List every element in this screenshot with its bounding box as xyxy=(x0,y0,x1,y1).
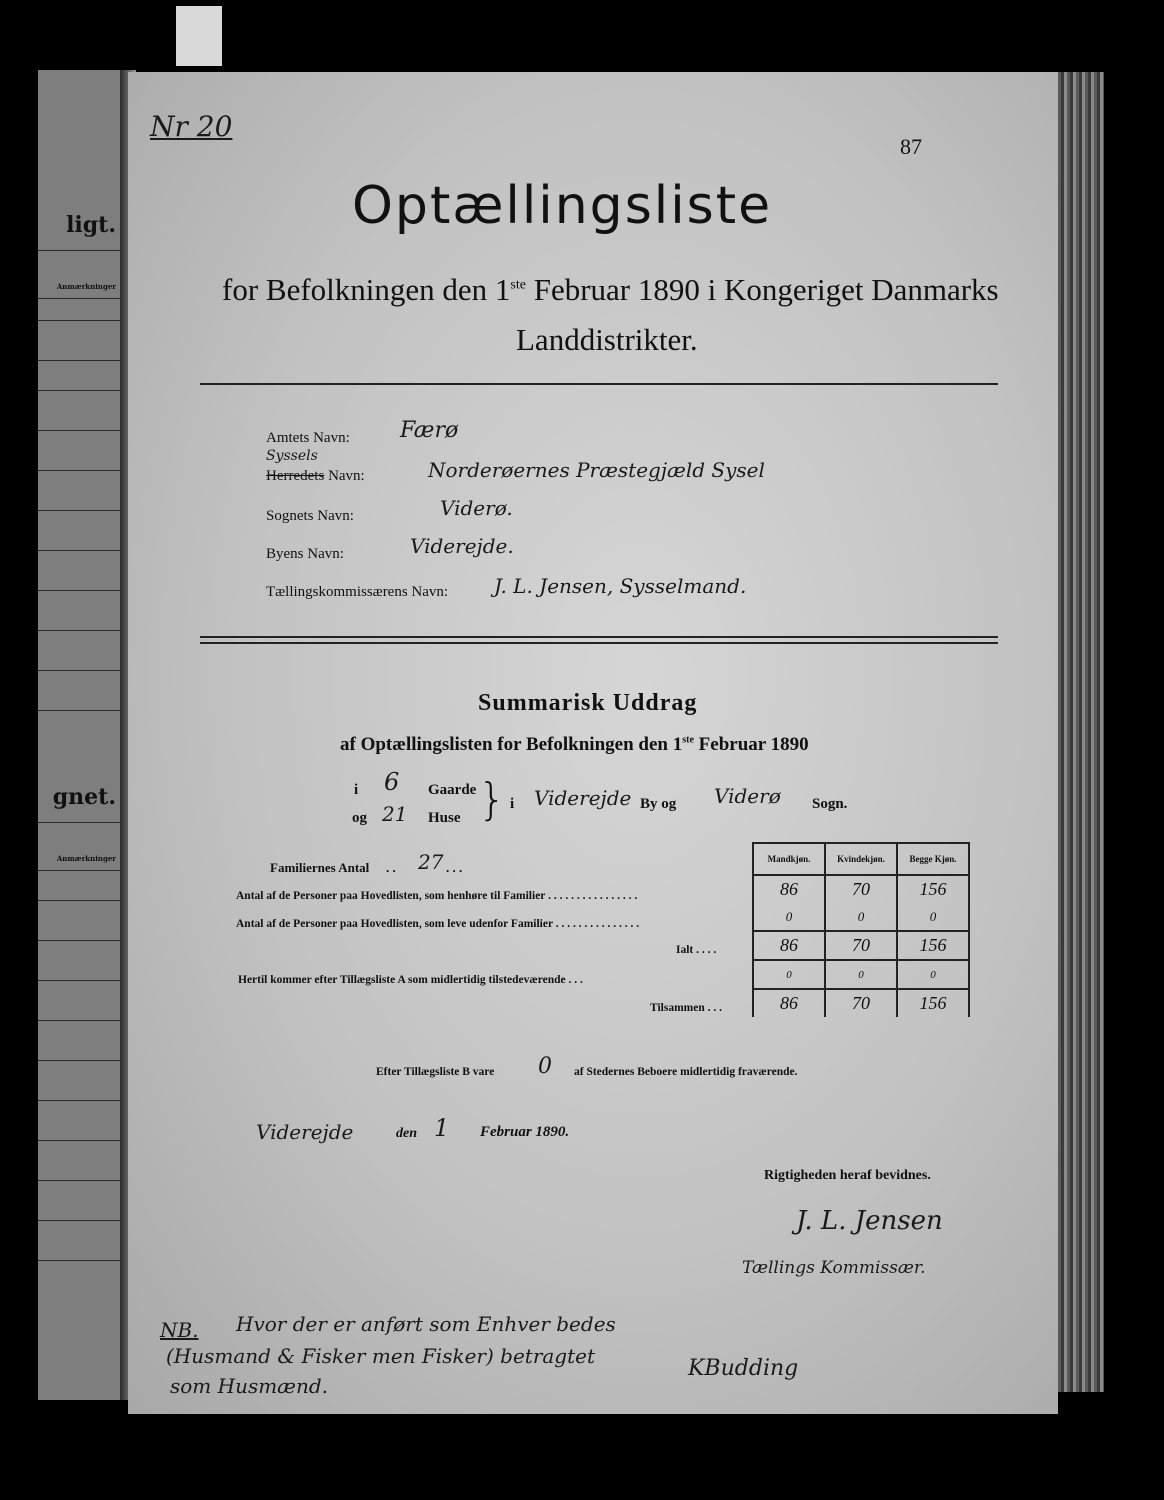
table-row-label: Tilsammen . . . xyxy=(650,1002,722,1014)
table-row xyxy=(753,875,969,903)
divider xyxy=(200,383,998,385)
table-header: Kvindekjøn. xyxy=(825,843,897,875)
summary-subheading: af Optællingslisten for Befolkningen den 1ste Februar 1890 xyxy=(340,734,809,755)
familier-dots: . . xyxy=(386,860,396,875)
kommissaer-label: Tællingskommissærens Navn: xyxy=(266,584,449,600)
sogn-label: Sogn. xyxy=(812,796,848,812)
fragment-text: Anmærkninger xyxy=(56,854,116,863)
footnote-line: Hvor der er anført som Enhver bedes xyxy=(236,1312,616,1336)
table-row xyxy=(753,903,969,931)
herred-label-replacement: Syssels xyxy=(266,448,318,464)
kommissaer-value: J. L. Jensen, Sysselmand. xyxy=(494,574,747,598)
table-header-row xyxy=(753,843,969,875)
sogn-label: Sognets Navn: xyxy=(266,508,354,524)
summary-sogn-value: Viderø xyxy=(714,784,781,808)
footnote-marker: NB. xyxy=(160,1318,199,1342)
date-day: 1 xyxy=(434,1114,450,1142)
huse-label: Huse xyxy=(428,810,461,826)
amt-value: Færø xyxy=(400,418,459,443)
table-cell: 86 xyxy=(753,875,825,903)
page-number: 87 xyxy=(900,134,922,159)
page-subtitle-line2: Landdistrikter. xyxy=(516,322,698,357)
by-value: Viderejde. xyxy=(410,534,514,558)
summary-heading: Summarisk Uddrag xyxy=(478,690,698,716)
table-row-label: Hertil kommer efter Tillægsliste A som midlertidig tilstedeværende . . . xyxy=(238,974,583,986)
tillaeg-b-value: 0 xyxy=(538,1054,552,1079)
page-edges xyxy=(1052,72,1104,1392)
footnote-line: som Husmænd. xyxy=(170,1374,329,1398)
table-cell: 0 xyxy=(825,960,897,989)
footnote-line: (Husmand & Fisker men Fisker) betragtet xyxy=(166,1344,596,1368)
date-den: den xyxy=(396,1126,417,1141)
i-label2: i xyxy=(510,796,515,812)
table-cell: 0 xyxy=(753,903,825,931)
table-cell: 70 xyxy=(825,875,897,903)
table-cell: 0 xyxy=(753,960,825,989)
by-og-label: By og xyxy=(640,796,677,812)
table-cell: 0 xyxy=(897,960,969,989)
certification-label: Rigtigheden heraf bevidnes. xyxy=(764,1168,931,1183)
footnote-initials: KBudding xyxy=(688,1356,799,1381)
table-header: Begge Kjøn. xyxy=(897,843,969,875)
table-row xyxy=(753,931,969,960)
by-label: Byens Navn: xyxy=(266,546,344,562)
paper-tab xyxy=(176,6,222,66)
familier-value: 27 xyxy=(418,850,444,874)
summary-by-value: Viderejde xyxy=(534,786,632,810)
table-cell: 156 xyxy=(897,989,969,1017)
table-row-label: Antal af de Personer paa Hovedlisten, som leve udenfor Familier . . . . . . . . . . . . . . . xyxy=(236,918,640,930)
table-cell: 0 xyxy=(825,903,897,931)
signature: J. L. Jensen xyxy=(796,1206,943,1236)
familier-label: Familiernes Antal xyxy=(270,860,370,875)
page-subtitle: for Befolkningen den 1ste Februar 1890 i Kongeriget Danmarks xyxy=(222,272,999,307)
table-cell: 156 xyxy=(897,875,969,903)
table-cell: 86 xyxy=(753,931,825,960)
table-row xyxy=(753,989,969,1017)
table-row xyxy=(753,960,969,989)
fragment-text: ligt. xyxy=(66,212,116,238)
sogn-value: Viderø. xyxy=(440,496,513,520)
table-header: Mandkjøn. xyxy=(753,843,825,875)
date-month-year: Februar 1890. xyxy=(480,1124,570,1140)
summary-table xyxy=(752,842,970,1017)
herred-label: Herredets Navn: xyxy=(266,468,365,484)
i-label: i xyxy=(354,782,359,798)
date-place: Viderejde xyxy=(256,1120,354,1144)
divider xyxy=(200,642,998,644)
table-cell: 156 xyxy=(897,931,969,960)
gaarde-count: 6 xyxy=(384,768,400,796)
divider xyxy=(200,636,998,638)
table-cell: 0 xyxy=(897,903,969,931)
gaarde-label: Gaarde xyxy=(428,782,477,798)
signature-title: Tællings Kommissær. xyxy=(742,1258,926,1278)
table-row-label: Antal af de Personer paa Hovedlisten, som henhøre til Familier . . . . . . . . . . . . . . . . xyxy=(236,890,638,902)
og-label: og xyxy=(352,810,367,826)
table-cell: 70 xyxy=(825,989,897,1017)
fragment-text: Anmærkninger xyxy=(56,282,116,291)
table-cell: 70 xyxy=(825,931,897,960)
herred-value: Norderøernes Præstegjæld Sysel xyxy=(428,458,765,482)
previous-page-fragment xyxy=(38,70,120,1400)
tillaeg-b-pre: Efter Tillægsliste B vare xyxy=(376,1066,495,1078)
fragment-text: gnet. xyxy=(52,784,116,810)
brace: } xyxy=(478,774,506,825)
table-cell: 86 xyxy=(753,989,825,1017)
amt-label: Amtets Navn: xyxy=(266,430,350,446)
list-number: Nr 20 xyxy=(150,110,233,143)
page-title: Optællingsliste xyxy=(352,176,773,236)
table-row-label: Ialt . . . . xyxy=(676,944,717,956)
tillaeg-b-post: af Stedernes Beboere midlertidig fraværende. xyxy=(574,1066,798,1078)
familier-dots: . . . xyxy=(446,860,463,875)
huse-count: 21 xyxy=(382,802,408,826)
